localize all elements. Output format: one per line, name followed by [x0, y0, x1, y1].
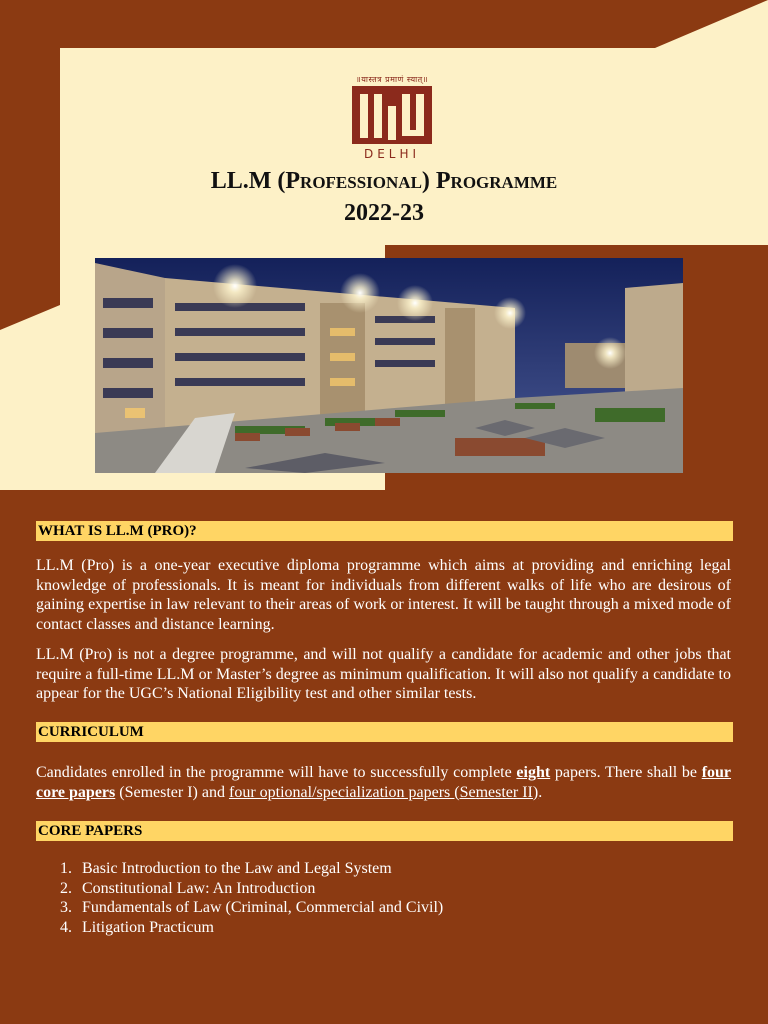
- list-text: Constitutional Law: An Introduction: [82, 879, 316, 897]
- curriculum-text-a: Candidates enrolled in the programme will have to successfully complete: [36, 764, 517, 781]
- curriculum-text-b: papers. There shall be: [550, 764, 702, 781]
- list-text: Fundamentals of Law (Criminal, Commercial and Civil): [82, 899, 444, 917]
- list-number: 1.: [60, 860, 72, 877]
- list-item: [60, 918, 443, 938]
- curriculum-text-c: (Semester I) and: [115, 783, 229, 801]
- list-text: Litigation Practicum: [82, 918, 214, 936]
- programme-year: 2022-23: [344, 200, 424, 226]
- list-item: [60, 898, 443, 918]
- section-heading-what-is: WHAT IS LL.M (PRO)?: [36, 521, 733, 541]
- list-number: 3.: [60, 899, 72, 917]
- curriculum-optional-papers: four optional/specialization papers (Semester II): [228, 783, 539, 801]
- nlu-monogram-icon: [350, 84, 434, 144]
- curriculum-eight: eight: [516, 764, 551, 781]
- curriculum-text-d: .: [538, 783, 543, 801]
- campus-photo: [95, 258, 683, 473]
- logo-city: DELHI: [363, 147, 421, 161]
- list-item: [60, 879, 443, 899]
- what-is-paragraph-1: LL.M (Pro) is a one-year executive diploma programme which aims at providing and enriching legal knowledge of professionals. It is meant for individuals from different walks of life who are desirous of gaining expertise in law relevant to their areas of work or interest. It will be taught through a mixed mode of contact classes and distance learning.: [36, 557, 731, 633]
- logo-motto: ॥यास्तत्र प्रमाणं स्यात्॥: [355, 75, 429, 84]
- core-papers-list: [60, 859, 443, 937]
- list-number: 2.: [60, 879, 72, 897]
- curriculum-paragraph: [36, 763, 731, 802]
- programme-title-text: LL.M (Professional) Programme: [210, 168, 558, 194]
- nlu-delhi-logo: [340, 74, 444, 166]
- list-text: Basic Introduction to the Law and Legal System: [82, 860, 392, 877]
- curriculum-core-papers: four core papers: [36, 764, 732, 801]
- what-is-paragraph-2: LL.M (Pro) is not a degree programme, and will not qualify a candidate for academic and other jobs that require a full-time LL.M or Master’s degree as minimum qualification. It will also not qualify a candidate to appear for the UGC’s National Eligibility test and other similar tests.: [36, 646, 731, 703]
- list-item: [60, 859, 443, 879]
- programme-title: [0, 168, 768, 195]
- section-heading-core-papers: CORE PAPERS: [36, 821, 733, 841]
- section-heading-curriculum: CURRICULUM: [36, 722, 733, 742]
- list-number: 4.: [60, 918, 72, 936]
